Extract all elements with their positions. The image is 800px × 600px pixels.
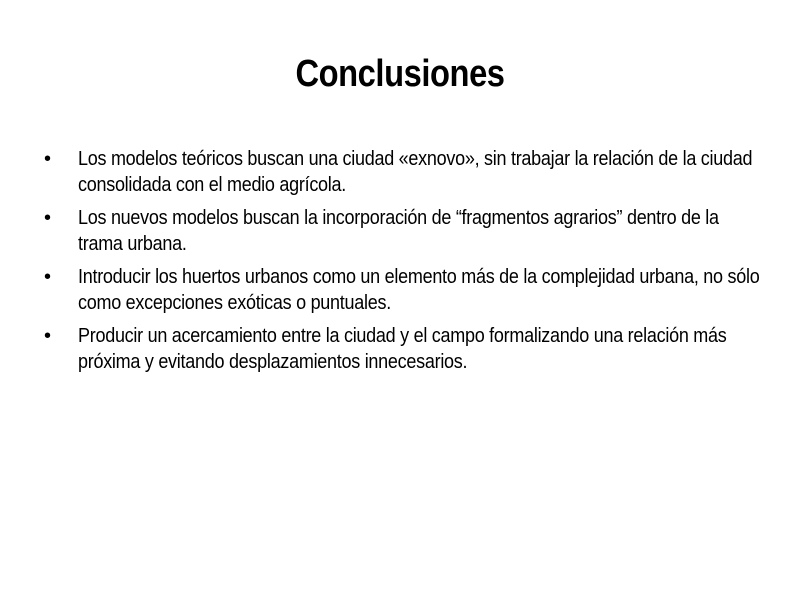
bullet-icon: • bbox=[44, 148, 51, 170]
bullet-icon: • bbox=[44, 266, 51, 288]
bullet-list bbox=[44, 146, 764, 382]
bullet-icon: • bbox=[44, 207, 51, 229]
bullet-item bbox=[44, 264, 764, 316]
bullet-text: Los modelos teóricos buscan una ciudad «exnovo», sin trabajar la relación de la ciudad consolidada con el medio agrícola. bbox=[78, 148, 753, 196]
bullet-icon: • bbox=[44, 325, 51, 347]
bullet-item bbox=[44, 205, 764, 257]
bullet-item bbox=[44, 323, 764, 375]
bullet-text: Producir un acercamiento entre la ciudad y el campo formalizando una relación más próxima y evitando desplazamientos innecesarios. bbox=[78, 325, 727, 373]
bullet-text: Introducir los huertos urbanos como un elemento más de la complejidad urbana, no sólo como excepciones exóticas o puntuales. bbox=[78, 266, 760, 314]
bullet-text: Los nuevos modelos buscan la incorporación de “fragmentos agrarios” dentro de la trama urbana. bbox=[78, 207, 719, 255]
slide-title: Conclusiones bbox=[295, 53, 505, 95]
bullet-item bbox=[44, 146, 764, 198]
